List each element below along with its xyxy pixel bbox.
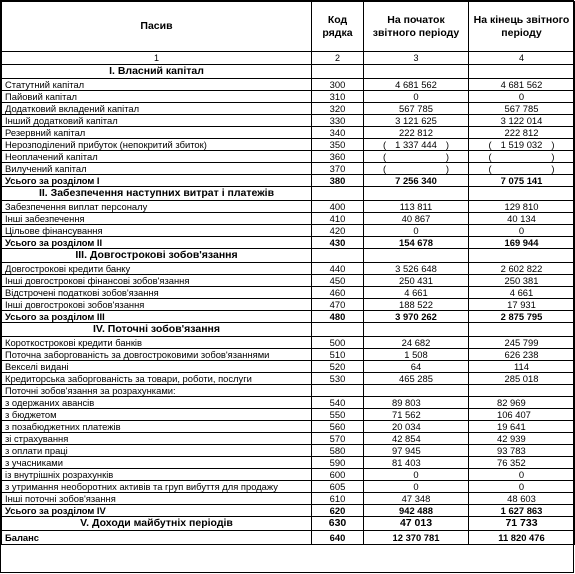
line-item-name: із внутрішніх розрахунків <box>2 469 312 481</box>
section-filler <box>469 65 575 79</box>
line-item-name: Інші поточні зобов'язання <box>2 493 312 505</box>
value-period-end <box>469 163 575 175</box>
table-row <box>2 337 575 349</box>
section-filler <box>469 187 575 201</box>
section-header <box>2 65 575 79</box>
line-item-name: Усього за розділом IV <box>2 505 312 517</box>
value-period-end: 245 799 <box>469 337 575 349</box>
table-row <box>2 349 575 361</box>
table-row <box>2 201 575 213</box>
line-item-name: з утримання необоротних активів та груп вибуття для продажу <box>2 481 312 493</box>
line-item-name: Інші забезпечення <box>2 213 312 225</box>
line-code: 460 <box>312 287 364 299</box>
line-item-name: з учасниками <box>2 457 312 469</box>
line-item-name: Інші довгострокові фінансові зобов'язання <box>2 275 312 287</box>
line-code: 360 <box>312 151 364 163</box>
balance-row <box>2 531 575 545</box>
line-item-name: з оплати праці <box>2 445 312 457</box>
line-code: 350 <box>312 139 364 151</box>
value-period-start: 40 867 <box>364 213 469 225</box>
line-code: 560 <box>312 421 364 433</box>
table-row <box>2 457 575 469</box>
value-period-end: 0 <box>469 481 575 493</box>
value-period-end <box>469 151 575 163</box>
section-title: IV. Поточні зобов'язання <box>2 323 312 337</box>
section-filler <box>469 249 575 263</box>
table-row <box>2 361 575 373</box>
value-period-end: 48 603 <box>469 493 575 505</box>
line-code: 580 <box>312 445 364 457</box>
value-period-start: 0 <box>364 91 469 103</box>
liabilities-table <box>1 1 575 545</box>
value-period-start: 3 121 625 <box>364 115 469 127</box>
value-period-start: 4 681 562 <box>364 79 469 91</box>
value-period-end: 0 <box>469 91 575 103</box>
value-text: 1 337 444 <box>395 139 437 150</box>
section-header <box>2 187 575 201</box>
value-period-end: 71 733 <box>469 517 575 531</box>
value-period-start: 222 812 <box>364 127 469 139</box>
line-item-name: Усього за розділом II <box>2 237 312 249</box>
section-filler <box>312 249 364 263</box>
line-code: 510 <box>312 349 364 361</box>
line-item-name: Відстрочені податкові зобов'язання <box>2 287 312 299</box>
section-header <box>2 249 575 263</box>
section-5-row <box>2 517 575 531</box>
value-period-start: 567 785 <box>364 103 469 115</box>
value-period-end: 93 783 <box>469 445 575 457</box>
section-title: V. Доходи майбутніх періодів <box>2 517 312 531</box>
value-period-end: 42 939 <box>469 433 575 445</box>
section-total-row <box>2 311 575 323</box>
value-period-start: 0 <box>364 481 469 493</box>
section-filler <box>312 187 364 201</box>
table-row <box>2 79 575 91</box>
line-code: 630 <box>312 517 364 531</box>
value-period-end: 0 <box>469 469 575 481</box>
table-row <box>2 433 575 445</box>
line-code: 620 <box>312 505 364 517</box>
section-total-row <box>2 237 575 249</box>
value-period-end: 129 810 <box>469 201 575 213</box>
value-period-start: 942 488 <box>364 505 469 517</box>
line-code: 480 <box>312 311 364 323</box>
value-period-start: 20 034 <box>364 421 469 433</box>
line-code: 320 <box>312 103 364 115</box>
section-header <box>2 323 575 337</box>
table-row <box>2 163 575 175</box>
table-row <box>2 127 575 139</box>
column-number: 1 <box>2 52 312 65</box>
value-period-end: 222 812 <box>469 127 575 139</box>
table-row <box>2 469 575 481</box>
line-item-name: Нерозподілений прибуток (непокритий збиток) <box>2 139 312 151</box>
value-period-end: 567 785 <box>469 103 575 115</box>
line-code: 540 <box>312 397 364 409</box>
value-period-end: 250 381 <box>469 275 575 287</box>
line-code: 380 <box>312 175 364 187</box>
section-filler <box>364 249 469 263</box>
negative-value <box>489 151 555 162</box>
value-period-end <box>469 139 575 151</box>
line-item-name: Резервний капітал <box>2 127 312 139</box>
negative-value <box>383 163 449 174</box>
line-item-name: зі страхування <box>2 433 312 445</box>
section-filler <box>364 65 469 79</box>
value-period-start: 188 522 <box>364 299 469 311</box>
table-row <box>2 151 575 163</box>
value-text: 1 519 032 <box>500 139 543 150</box>
negative-value <box>383 151 449 162</box>
line-code: 330 <box>312 115 364 127</box>
section-total-row <box>2 505 575 517</box>
balance-label: Баланс <box>2 531 312 545</box>
table-row <box>2 385 575 397</box>
value-period-start: 7 256 340 <box>364 175 469 187</box>
value-period-end: 0 <box>469 225 575 237</box>
value-period-start <box>364 163 469 175</box>
line-item-name: Забезпечення виплат персоналу <box>2 201 312 213</box>
section-title: І. Власний капітал <box>2 65 312 79</box>
line-code: 500 <box>312 337 364 349</box>
value-period-end: 114 <box>469 361 575 373</box>
line-item-name: Пайовий капітал <box>2 91 312 103</box>
header-period-start: На початок звітного періоду <box>364 2 469 52</box>
line-item-name: Статутний капітал <box>2 79 312 91</box>
value-period-end: 76 352 <box>469 457 575 469</box>
value-period-end: 82 969 <box>469 397 575 409</box>
table-row <box>2 275 575 287</box>
section-total-row <box>2 175 575 187</box>
line-code: 550 <box>312 409 364 421</box>
value-period-end: 19 641 <box>469 421 575 433</box>
value-period-start: 97 945 <box>364 445 469 457</box>
value-period-end: 2 602 822 <box>469 263 575 275</box>
table-row <box>2 397 575 409</box>
table-row <box>2 287 575 299</box>
line-code: 590 <box>312 457 364 469</box>
line-code: 310 <box>312 91 364 103</box>
line-item-name: Усього за розділом І <box>2 175 312 187</box>
section-title: III. Довгострокові зобов'язання <box>2 249 312 263</box>
line-code: 340 <box>312 127 364 139</box>
line-code: 440 <box>312 263 364 275</box>
value-period-start: 42 854 <box>364 433 469 445</box>
table-row <box>2 225 575 237</box>
value-period-start: 113 811 <box>364 201 469 213</box>
value-period-start <box>364 151 469 163</box>
column-number: 2 <box>312 52 364 65</box>
line-item-name: Векселі видані <box>2 361 312 373</box>
value-period-start: 250 431 <box>364 275 469 287</box>
value-period-start: 4 661 <box>364 287 469 299</box>
negative-value <box>489 139 555 150</box>
line-code: 530 <box>312 373 364 385</box>
table-row <box>2 91 575 103</box>
value-period-start: 3 526 648 <box>364 263 469 275</box>
negative-value <box>383 139 449 150</box>
value-period-end: 106 407 <box>469 409 575 421</box>
value-period-end: 4 681 562 <box>469 79 575 91</box>
value-period-start: 47 348 <box>364 493 469 505</box>
line-code: 400 <box>312 201 364 213</box>
table-row <box>2 493 575 505</box>
value-period-start: 24 682 <box>364 337 469 349</box>
line-item-name: Неоплачений капітал <box>2 151 312 163</box>
line-item-name: Кредиторська заборгованість за товари, роботи, послуги <box>2 373 312 385</box>
header-row <box>2 2 575 52</box>
value-period-end: 17 931 <box>469 299 575 311</box>
line-code: 300 <box>312 79 364 91</box>
header-period-end: На кінець звітного періоду <box>469 2 575 52</box>
line-code: 430 <box>312 237 364 249</box>
table-row <box>2 139 575 151</box>
section-filler <box>364 187 469 201</box>
table-row <box>2 263 575 275</box>
value-period-end: 626 238 <box>469 349 575 361</box>
value-period-start: 465 285 <box>364 373 469 385</box>
line-code: 470 <box>312 299 364 311</box>
line-code: 570 <box>312 433 364 445</box>
table-row <box>2 213 575 225</box>
value-period-start: 154 678 <box>364 237 469 249</box>
header-liabilities: Пасив <box>2 2 312 52</box>
value-period-end: 11 820 476 <box>469 531 575 545</box>
value-period-start: 89 803 <box>364 397 469 409</box>
table-row <box>2 421 575 433</box>
section-filler <box>312 65 364 79</box>
line-code: 520 <box>312 361 364 373</box>
value-period-end: 40 134 <box>469 213 575 225</box>
line-item-name: з позабюджетних платежів <box>2 421 312 433</box>
section-filler <box>469 323 575 337</box>
line-code <box>312 385 364 397</box>
table-row <box>2 299 575 311</box>
value-period-start: 1 508 <box>364 349 469 361</box>
value-period-end: 1 627 863 <box>469 505 575 517</box>
value-period-start: 0 <box>364 469 469 481</box>
value-period-end: 285 018 <box>469 373 575 385</box>
line-code: 410 <box>312 213 364 225</box>
value-period-start: 47 013 <box>364 517 469 531</box>
value-period-start: 3 970 262 <box>364 311 469 323</box>
table-row <box>2 115 575 127</box>
line-item-name: Довгострокові кредити банку <box>2 263 312 275</box>
line-item-name: Усього за розділом III <box>2 311 312 323</box>
value-period-end: 7 075 141 <box>469 175 575 187</box>
value-period-end: 4 661 <box>469 287 575 299</box>
section-title: II. Забезпечення наступних витрат і платежів <box>2 187 312 201</box>
line-item-name: Інший додатковий капітал <box>2 115 312 127</box>
value-period-start: 0 <box>364 225 469 237</box>
line-code: 600 <box>312 469 364 481</box>
line-item-name: Поточна заборгованість за довгостроковими зобов'язаннями <box>2 349 312 361</box>
line-item-name: Додатковий вкладений капітал <box>2 103 312 115</box>
value-period-end: 2 875 795 <box>469 311 575 323</box>
table-row <box>2 373 575 385</box>
section-filler <box>364 323 469 337</box>
value-period-end: 3 122 014 <box>469 115 575 127</box>
line-code: 370 <box>312 163 364 175</box>
value-period-start: 71 562 <box>364 409 469 421</box>
column-numbers-row <box>2 52 575 65</box>
value-period-start <box>364 139 469 151</box>
line-code: 610 <box>312 493 364 505</box>
line-item-name: Інші довгострокові зобов'язання <box>2 299 312 311</box>
value-period-start: 81 403 <box>364 457 469 469</box>
table-row <box>2 481 575 493</box>
value-period-start: 12 370 781 <box>364 531 469 545</box>
line-item-name: Короткострокові кредити банків <box>2 337 312 349</box>
line-item-name: Поточні зобов'язання за розрахунками: <box>2 385 312 397</box>
column-number: 4 <box>469 52 575 65</box>
table-row <box>2 409 575 421</box>
table-row <box>2 445 575 457</box>
line-item-name: з бюджетом <box>2 409 312 421</box>
value-period-start <box>364 385 469 397</box>
value-period-start: 64 <box>364 361 469 373</box>
line-item-name: Цільове фінансування <box>2 225 312 237</box>
value-period-end: 169 944 <box>469 237 575 249</box>
table-row <box>2 103 575 115</box>
line-code: 605 <box>312 481 364 493</box>
column-number: 3 <box>364 52 469 65</box>
value-period-end <box>469 385 575 397</box>
negative-value <box>489 163 555 174</box>
line-item-name: з одержаних авансів <box>2 397 312 409</box>
line-code: 640 <box>312 531 364 545</box>
line-code: 420 <box>312 225 364 237</box>
line-code: 450 <box>312 275 364 287</box>
section-filler <box>312 323 364 337</box>
line-item-name: Вилучений капітал <box>2 163 312 175</box>
header-row-code: Код рядка <box>312 2 364 52</box>
